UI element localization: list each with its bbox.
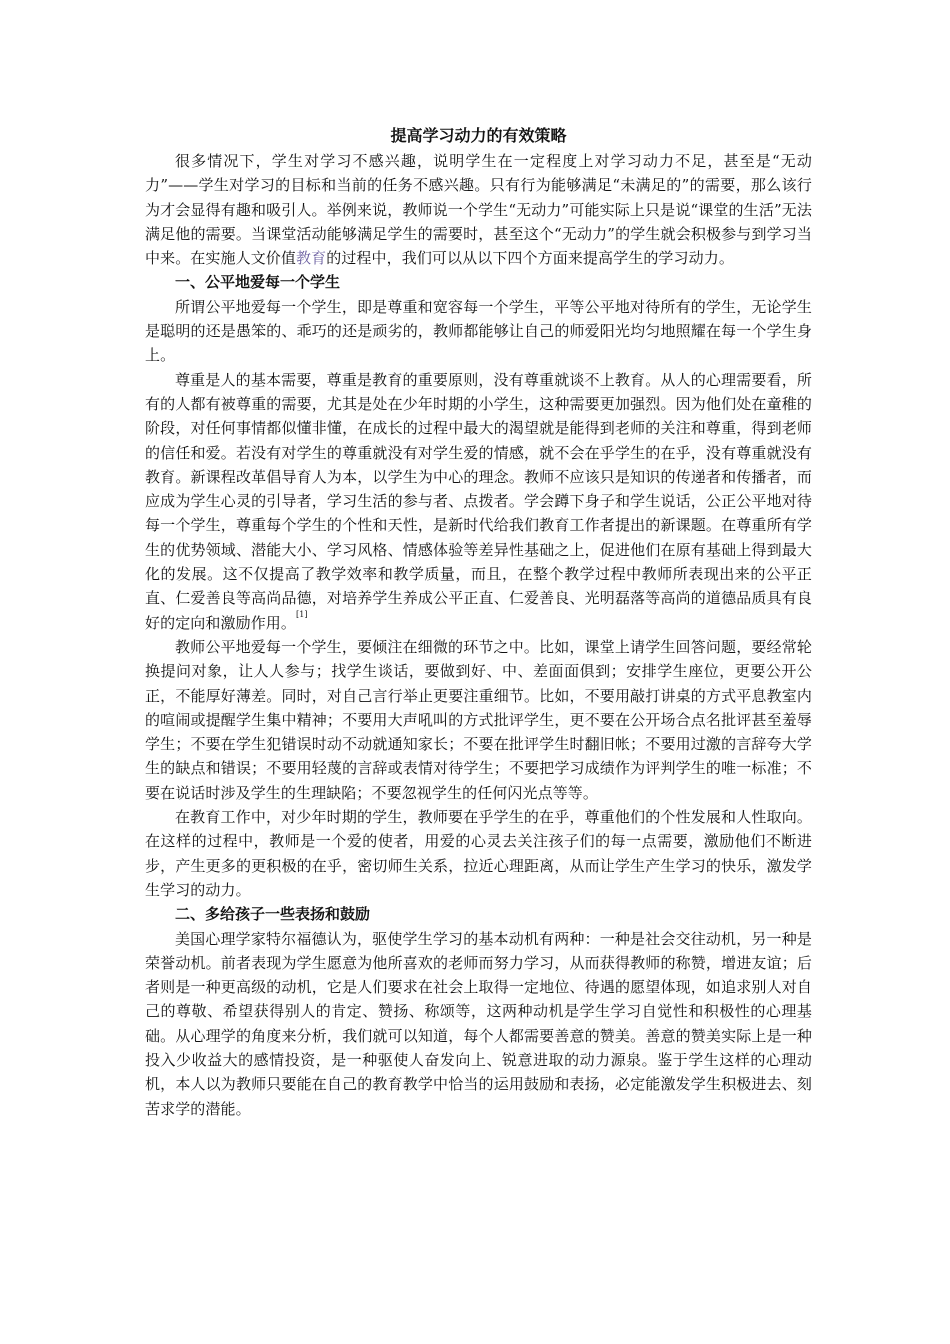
intro-text-after: 的过程中，我们可以从以下四个方面来提高学生的学习动力。 [326,249,734,268]
section-1-heading: 一、公平地爱每一个学生 [175,273,341,292]
section-1-paragraph-1: 所谓公平地爱每一个学生，即是尊重和宽容每一个学生，平等公平地对待所有的学生，无论学生是聪明的还是愚笨的、乖巧的还是顽劣的，教师都能够让自己的师爱阳光均匀地照耀在每一个学生身上。 [145,297,812,365]
intro-paragraph [145,149,812,270]
section-1-paragraph-3: 教师公平地爱每一个学生，要倾注在细微的环节之中。比如，课堂上请学生回答问题，要经常轮换提问对象，让人人参与；找学生谈话，要做到好、中、差面面俱到；安排学生座位，更要公开公正，不能厚好薄差。同时，对自己言行举止更要注重细节。比如，不要用敲打讲桌的方式平息教室内的喧闹或提醒学生集中精神；不要用大声吼叫的方式批评学生，更不要在公开场合点名批评甚至羞辱学生；不要在学生犯错误时动不动就通知家长；不要在批评学生时翻旧帐；不要用过激的言辞夸大学生的缺点和错误；不要用轻蔑的言辞或表情对待学生；不要把学习成绩作为评判学生的唯一标准；不要在说话时涉及学生的生理缺陷；不要忽视学生的任何闪光点等等。 [145,637,812,802]
section-1-paragraph-2 [145,368,812,635]
section-2-paragraph-1: 美国心理学家特尔福德认为，驱使学生学习的基本动机有两种：一种是社会交往动机，另一种是荣誉动机。前者表现为学生愿意为他所喜欢的老师而努力学习，从而获得教师的称赞，增进友谊；后者则是一种更高级的动机，它是人们要求在社会上取得一定地位、待遇的愿望体现，如追求别人对自己的尊敬、希望获得别人的肯定、赞扬、称颂等，这两种动机是学生学习自觉性和积极性的心理基础。从心理学的角度来分析，我们就可以知道，每个人都需要善意的赞美。善意的赞美实际上是一种投入少收益大的感情投资，是一种驱使人奋发向上、锐意进取的动力源泉。鉴于学生这样的心理动机，本人以为教师只要能在自己的教育教学中恰当的运用鼓励和表扬，必定能激发学生积极进去、刻苦求学的潜能。 [145,929,812,1118]
document-page [145,124,812,1121]
section-1-paragraph-2-text: 尊重是人的基本需要，尊重是教育的重要原则，没有尊重就谈不上教育。从人的心理需要看，所有的人都有被尊重的需要，尤其是处在少年时期的小学生，这种需要更加强烈。因为他们处在童稚的阶段，对任何事情都似懂非懂，在成长的过程中最大的渴望就是能得到老师的关注和尊重，得到老师的信任和爱。若没有对学生的尊重就没有对学生爱的情感，就不会在乎学生的在乎，没有尊重就没有教育。新课程改革倡导育人为本，以学生为中心的理念。教师不应该只是知识的传递者和传播者，而应成为学生心灵的引导者，学习生活的参与者、点拨者。学会蹲下身子和学生说话，公正公平地对待每一个学生，尊重每个学生的个性和天性，是新时代给我们教育工作者提出的新课题。在尊重所有学生的优势领域、潜能大小、学习风格、情感体验等差异性基础之上，促进他们在原有基础上得到最大化的发展。这不仅提高了教学效率和教学质量，而且，在整个教学过程中教师所表现出来的公平正直、仁爱善良等高尚品德，对培养学生养成公平正直、仁爱善良、光明磊落等高尚的道德品质具有良好的定向和激励作用。 [145,370,812,632]
section-2-heading: 二、多给孩子一些表扬和鼓励 [175,905,371,924]
document-title: 提高学习动力的有效策略 [390,126,567,145]
intro-text-before: 很多情况下，学生对学习不感兴趣，说明学生在一定程度上对学习动力不足，甚至是“无动力”——学生对学习的目标和当前的任务不感兴趣。只有行为能够满足“未满足的”的需要，那么该行为才会显得有趣和吸引人。举例来说，教师说一个学生“无动力”可能实际上只是说“课堂的生活”无法满足他的需要。当课堂活动能够满足学生的需要时，甚至这个“无动力”的学生就会积极参与到学习当中来。在实施人文价值 [145,152,812,268]
education-link[interactable]: 教育 [296,249,327,268]
citation-ref: [1] [296,609,308,619]
section-1-paragraph-4: 在教育工作中，对少年时期的学生，教师要在乎学生的在乎，尊重他们的个性发展和人性取向。在这样的过程中，教师是一个爱的使者，用爱的心灵去关注孩子们的每一点需要，激励他们不断进步，产生更多的更积极的在乎，密切师生关系，拉近心理距离，从而让学生产生学习的快乐，激发学生学习的动力。 [145,808,812,899]
